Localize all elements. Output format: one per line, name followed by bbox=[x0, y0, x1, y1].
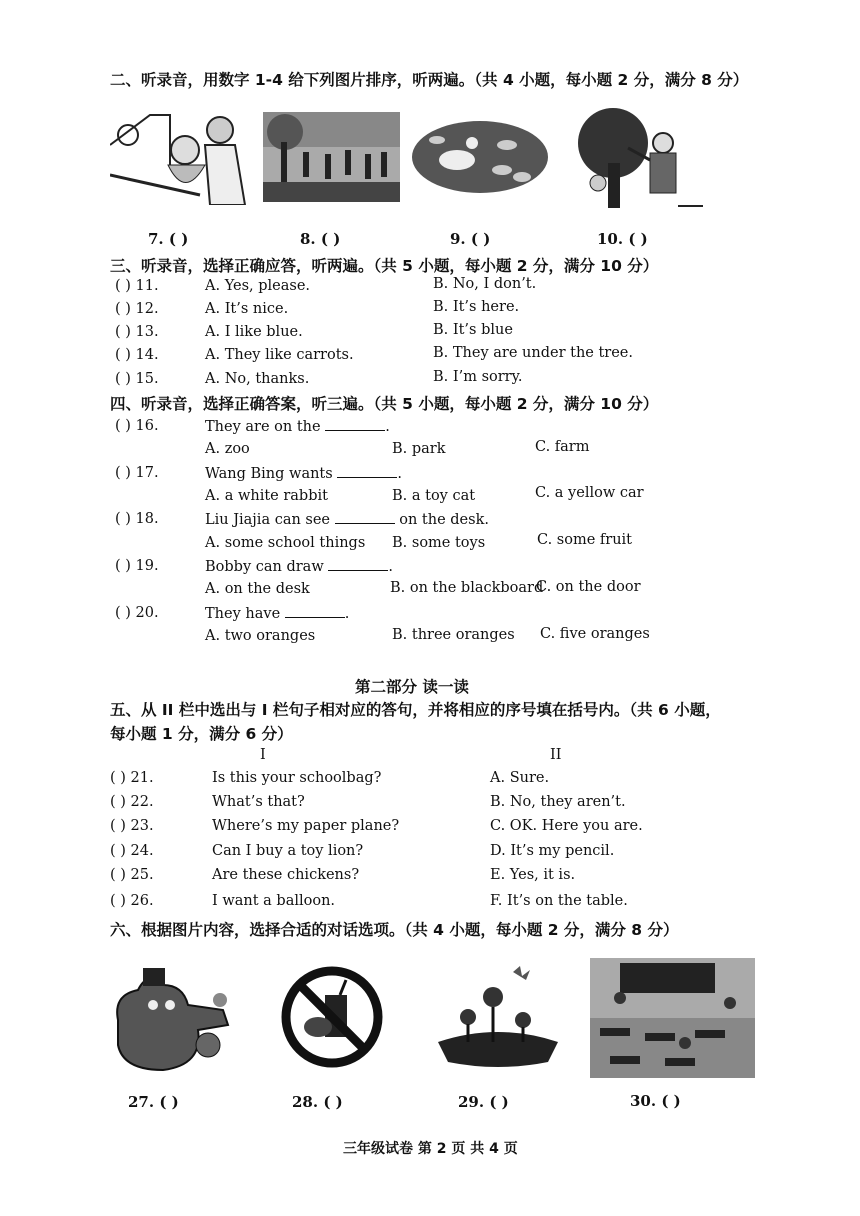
question-15-number: ( ) 15. bbox=[115, 371, 159, 387]
question-19-option-c: C. on the door bbox=[536, 579, 641, 595]
question-11-number: ( ) 11. bbox=[115, 278, 159, 294]
question-21-text: Is this your schoolbag? bbox=[212, 770, 382, 786]
column-1-header: I bbox=[260, 747, 266, 763]
question-16-stem-end: . bbox=[385, 419, 390, 435]
question-12-option-b: B. It’s here. bbox=[433, 299, 520, 315]
question-16-option-b: B. park bbox=[392, 441, 446, 457]
question-20-option-b: B. three oranges bbox=[392, 627, 515, 643]
picture-cat-eating bbox=[108, 965, 233, 1075]
answer-blank bbox=[328, 558, 388, 571]
question-23-text: Where’s my paper plane? bbox=[212, 818, 400, 834]
question-18-option-b: B. some toys bbox=[392, 535, 486, 551]
question-12-number: ( ) 12. bbox=[115, 301, 159, 317]
column-2-header: II bbox=[550, 747, 562, 763]
section-5-title: 五、从 II 栏中选出与 I 栏句子相对应的答句，并将相应的序号填在括号内。（共 6 小题， bbox=[110, 701, 721, 719]
question-16-option-a: A. zoo bbox=[205, 441, 250, 457]
question-19-option-b: B. on the blackboard bbox=[390, 580, 544, 596]
question-10-label: 10. ( ) bbox=[597, 230, 648, 248]
question-24-number: ( ) 24. bbox=[110, 843, 154, 859]
question-17-option-b: B. a toy cat bbox=[392, 488, 476, 504]
question-15-option-b: B. I’m sorry. bbox=[433, 369, 523, 385]
question-24-text: Can I buy a toy lion? bbox=[212, 843, 364, 859]
answer-blank bbox=[335, 511, 395, 524]
question-18-stem bbox=[205, 511, 489, 528]
question-17-stem bbox=[205, 465, 402, 482]
question-28-label: 28. ( ) bbox=[292, 1093, 343, 1111]
answer-b: B. No, they aren’t. bbox=[490, 794, 626, 810]
question-19-stem-end: . bbox=[388, 559, 393, 575]
answer-f: F. It’s on the table. bbox=[490, 893, 628, 909]
question-27-label: 27. ( ) bbox=[128, 1093, 179, 1111]
question-8-label: 8. ( ) bbox=[300, 230, 341, 248]
question-16-number: ( ) 16. bbox=[115, 418, 159, 434]
answer-e: E. Yes, it is. bbox=[490, 867, 576, 883]
question-20-number: ( ) 20. bbox=[115, 605, 159, 621]
question-17-option-c: C. a yellow car bbox=[535, 485, 644, 501]
question-14-option-a: A. They like carrots. bbox=[205, 347, 354, 363]
question-15-option-a: A. No, thanks. bbox=[205, 371, 310, 387]
question-19-stem-text: Bobby can draw bbox=[205, 559, 324, 575]
answer-blank bbox=[337, 465, 397, 478]
question-25-number: ( ) 25. bbox=[110, 867, 154, 883]
question-20-option-c: C. five oranges bbox=[540, 626, 650, 642]
question-29-label: 29. ( ) bbox=[458, 1093, 509, 1111]
answer-blank bbox=[325, 418, 385, 431]
question-23-number: ( ) 23. bbox=[110, 818, 154, 834]
question-7-label: 7. ( ) bbox=[148, 230, 189, 248]
question-16-option-c: C. farm bbox=[535, 439, 590, 455]
answer-d: D. It’s my pencil. bbox=[490, 843, 615, 859]
question-18-option-c: C. some fruit bbox=[537, 532, 633, 548]
answer-a: A. Sure. bbox=[490, 770, 550, 786]
picture-tree-man bbox=[568, 108, 703, 208]
question-20-stem-text: They have bbox=[205, 606, 281, 622]
question-26-text: I want a balloon. bbox=[212, 893, 336, 909]
picture-flowers-butterfly bbox=[438, 962, 558, 1072]
question-12-option-a: A. It’s nice. bbox=[205, 301, 289, 317]
part-2-heading: 第二部分 读一读 bbox=[355, 678, 469, 696]
question-17-number: ( ) 17. bbox=[115, 465, 159, 481]
answer-c: C. OK. Here you are. bbox=[490, 818, 643, 834]
question-9-label: 9. ( ) bbox=[450, 230, 491, 248]
answer-blank bbox=[285, 605, 345, 618]
picture-ducks-pond bbox=[412, 115, 549, 195]
question-14-number: ( ) 14. bbox=[115, 347, 159, 363]
section-5-title-line2: 每小题 1 分，满分 6 分） bbox=[110, 725, 293, 743]
question-21-number: ( ) 21. bbox=[110, 770, 154, 786]
question-22-text: What’s that? bbox=[212, 794, 305, 810]
question-18-option-a: A. some school things bbox=[205, 535, 366, 551]
question-16-stem-text: They are on the bbox=[205, 419, 321, 435]
no-food-drink-sign-icon bbox=[280, 965, 385, 1070]
section-2-title: 二、听录音，用数字 1-4 给下列图片排序，听两遍。（共 4 小题，每小题 2 分，满分 8 分） bbox=[110, 71, 749, 89]
question-20-stem-end: . bbox=[344, 606, 350, 622]
question-13-number: ( ) 13. bbox=[115, 324, 159, 340]
question-18-stem-end: on the desk. bbox=[399, 512, 489, 528]
question-19-number: ( ) 19. bbox=[115, 558, 159, 574]
page-footer: 三年级试卷 第 2 页 共 4 页 bbox=[343, 1141, 518, 1157]
question-14-option-b: B. They are under the tree. bbox=[433, 345, 633, 361]
question-17-stem-text: Wang Bing wants bbox=[205, 466, 333, 482]
question-18-number: ( ) 18. bbox=[115, 511, 159, 527]
question-26-number: ( ) 26. bbox=[110, 893, 154, 909]
question-30-label: 30. ( ) bbox=[630, 1092, 681, 1110]
question-16-stem bbox=[205, 418, 390, 435]
section-4-title: 四、听录音，选择正确答案，听三遍。（共 5 小题，每小题 2 分，满分 10 分） bbox=[110, 395, 659, 413]
question-25-text: Are these chickens? bbox=[212, 867, 360, 883]
question-19-option-a: A. on the desk bbox=[205, 581, 310, 597]
question-19-stem bbox=[205, 558, 393, 575]
question-17-stem-end: . bbox=[397, 466, 402, 482]
question-18-stem-text: Liu Jiajia can see bbox=[205, 512, 331, 528]
section-3-title: 三、听录音，选择正确应答，听两遍。（共 5 小题，每小题 2 分，满分 10 分） bbox=[110, 257, 659, 275]
picture-park-children bbox=[263, 112, 400, 202]
picture-teacher-student bbox=[110, 105, 250, 205]
question-17-option-a: A. a white rabbit bbox=[205, 488, 328, 504]
question-11-option-a: A. Yes, please. bbox=[205, 278, 311, 294]
question-22-number: ( ) 22. bbox=[110, 794, 154, 810]
question-20-stem bbox=[205, 605, 349, 622]
section-6-title: 六、根据图片内容，选择合适的对话选项。（共 4 小题，每小题 2 分，满分 8 分） bbox=[110, 921, 679, 939]
question-11-option-b: B. No, I don’t. bbox=[433, 276, 537, 292]
question-20-option-a: A. two oranges bbox=[205, 628, 316, 644]
question-13-option-a: A. I like blue. bbox=[205, 324, 303, 340]
picture-classroom bbox=[590, 958, 755, 1078]
question-13-option-b: B. It’s blue bbox=[433, 322, 513, 338]
